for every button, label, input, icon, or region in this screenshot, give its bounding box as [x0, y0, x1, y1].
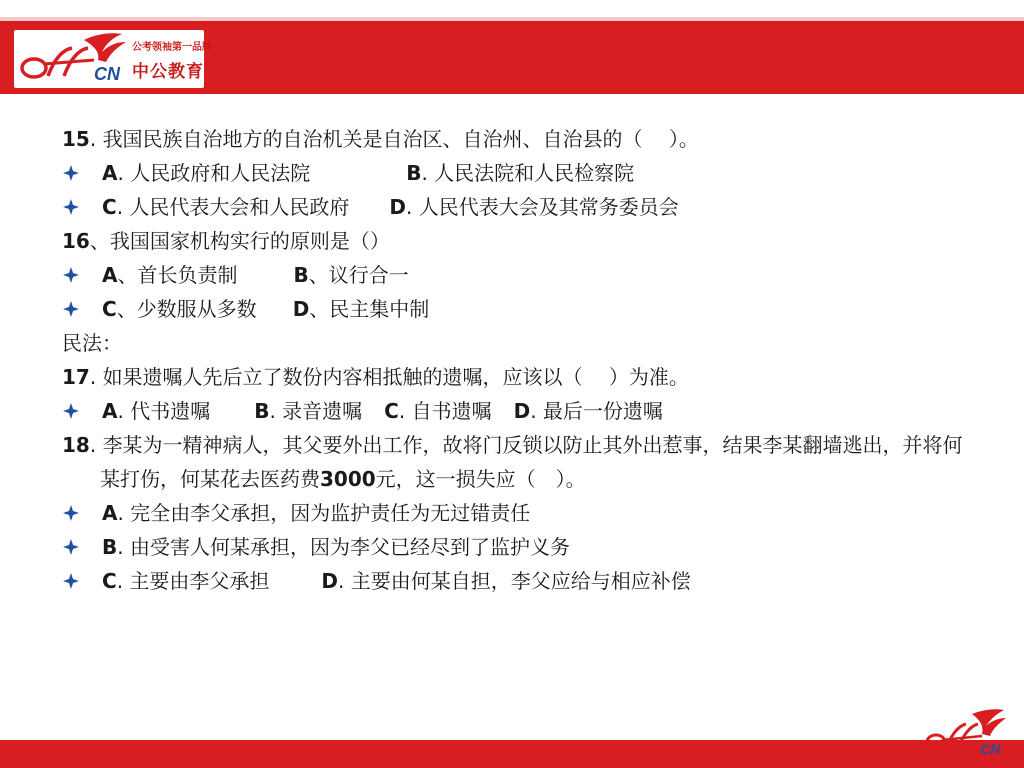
option-letter: A	[102, 399, 118, 423]
brand-logo	[14, 30, 212, 88]
question-number: 16	[62, 229, 90, 253]
option-text: 由受害人何某承担，因为李父已经尽到了监护义务	[129, 535, 570, 559]
question-separator: .	[89, 127, 97, 151]
option-letter: C	[102, 297, 117, 321]
diamond-bullet-icon	[62, 266, 80, 284]
question-18-stem	[62, 428, 980, 496]
option-text: 人民政府和人民法院	[130, 161, 311, 185]
footer-band	[0, 740, 1024, 768]
option-separator: 、	[308, 263, 329, 287]
question-17-options	[62, 394, 962, 428]
question-16-options-row-2	[62, 292, 962, 326]
offcn-footer-logo-icon	[920, 708, 1010, 764]
option-separator: .	[117, 161, 124, 185]
option-separator: .	[421, 161, 428, 185]
option-letter: A	[102, 263, 118, 287]
question-18-option-b	[62, 530, 962, 564]
option-separator: .	[530, 399, 537, 423]
diamond-bullet-icon	[62, 572, 80, 590]
option-text: 录音遗嘱	[282, 399, 363, 423]
question-separator: .	[89, 365, 97, 389]
brand-slogan: 公考领袖第一品牌	[132, 42, 212, 53]
option-separator: .	[338, 569, 345, 593]
option-letter: C	[384, 399, 399, 423]
question-text: 李某为一精神病人，其父要外出工作，故将门反锁以防止其外出惹事，结果李某翻墙逃出，并将何某打伤，何某花去医药费	[100, 433, 963, 491]
question-separator: 、	[89, 229, 110, 253]
option-letter: B	[102, 535, 118, 559]
option-letter: D	[389, 195, 407, 219]
option-letter: B	[293, 263, 309, 287]
option-separator: 、	[116, 297, 137, 321]
option-letter: C	[102, 569, 117, 593]
question-number: 17	[62, 365, 90, 389]
option-text: 主要由何某自担，李父应给与相应补偿	[350, 569, 691, 593]
option-letter: C	[102, 195, 117, 219]
question-17-stem	[62, 360, 962, 394]
option-text: 完全由李父承担，因为监护责任为无过错责任	[130, 501, 531, 525]
option-letter: A	[102, 501, 118, 525]
diamond-bullet-icon	[62, 402, 80, 420]
option-separator: .	[269, 399, 276, 423]
option-text: 主要由李父承担	[129, 569, 270, 593]
question-18-option-a	[62, 496, 962, 530]
option-letter: D	[513, 399, 531, 423]
svg-text:CN: CN	[94, 64, 120, 84]
question-number: 18	[62, 433, 90, 457]
question-amount: 3000	[320, 467, 376, 491]
option-text: 人民代表大会及其常务委员会	[418, 195, 679, 219]
option-text: 最后一份遗嘱	[542, 399, 663, 423]
svg-text:CN: CN	[980, 741, 1001, 757]
option-separator: .	[117, 501, 124, 525]
option-letter: D	[321, 569, 339, 593]
question-text: 如果遗嘱人先后立了数份内容相抵触的遗嘱，应该以（ ）为准。	[102, 365, 689, 389]
option-separator: 、	[309, 297, 330, 321]
brand-name: 中公教育	[132, 62, 204, 82]
option-text: 首长负责制	[137, 263, 238, 287]
question-number: 15	[62, 127, 90, 151]
option-letter: B	[254, 399, 270, 423]
option-separator: .	[116, 195, 124, 219]
section-heading: 民法：	[62, 331, 122, 355]
slide-content	[62, 122, 962, 598]
question-18-options-cd	[62, 564, 962, 598]
option-text: 人民代表大会和人民政府	[129, 195, 350, 219]
diamond-bullet-icon	[62, 504, 80, 522]
question-16-stem	[62, 224, 962, 258]
option-letter: D	[292, 297, 310, 321]
question-15-options-row-1	[62, 156, 962, 190]
option-text: 议行合一	[328, 263, 409, 287]
question-16-options-row-1	[62, 258, 962, 292]
option-separator: .	[117, 535, 124, 559]
option-separator: .	[398, 399, 406, 423]
diamond-bullet-icon	[62, 164, 80, 182]
question-15-options-row-2	[62, 190, 962, 224]
option-separator: .	[116, 569, 124, 593]
option-text: 少数服从多数	[136, 297, 257, 321]
option-text: 民主集中制	[329, 297, 430, 321]
option-separator: .	[117, 399, 124, 423]
question-text: 我国国家机构实行的原则是（）	[109, 229, 390, 253]
option-letter: A	[102, 161, 118, 185]
question-text-tail: 元，这一损失应（ ）。	[375, 467, 586, 491]
option-text: 代书遗嘱	[130, 399, 211, 423]
option-separator: 、	[117, 263, 138, 287]
option-letter: B	[406, 161, 422, 185]
diamond-bullet-icon	[62, 300, 80, 318]
question-separator: .	[89, 433, 97, 457]
option-text: 人民法院和人民检察院	[434, 161, 635, 185]
diamond-bullet-icon	[62, 198, 80, 216]
question-text: 我国民族自治地方的自治机关是自治区、自治州、自治县的（ ）。	[102, 127, 699, 151]
option-text: 自书遗嘱	[411, 399, 492, 423]
question-15-stem	[62, 122, 962, 156]
diamond-bullet-icon	[62, 538, 80, 556]
option-separator: .	[406, 195, 413, 219]
